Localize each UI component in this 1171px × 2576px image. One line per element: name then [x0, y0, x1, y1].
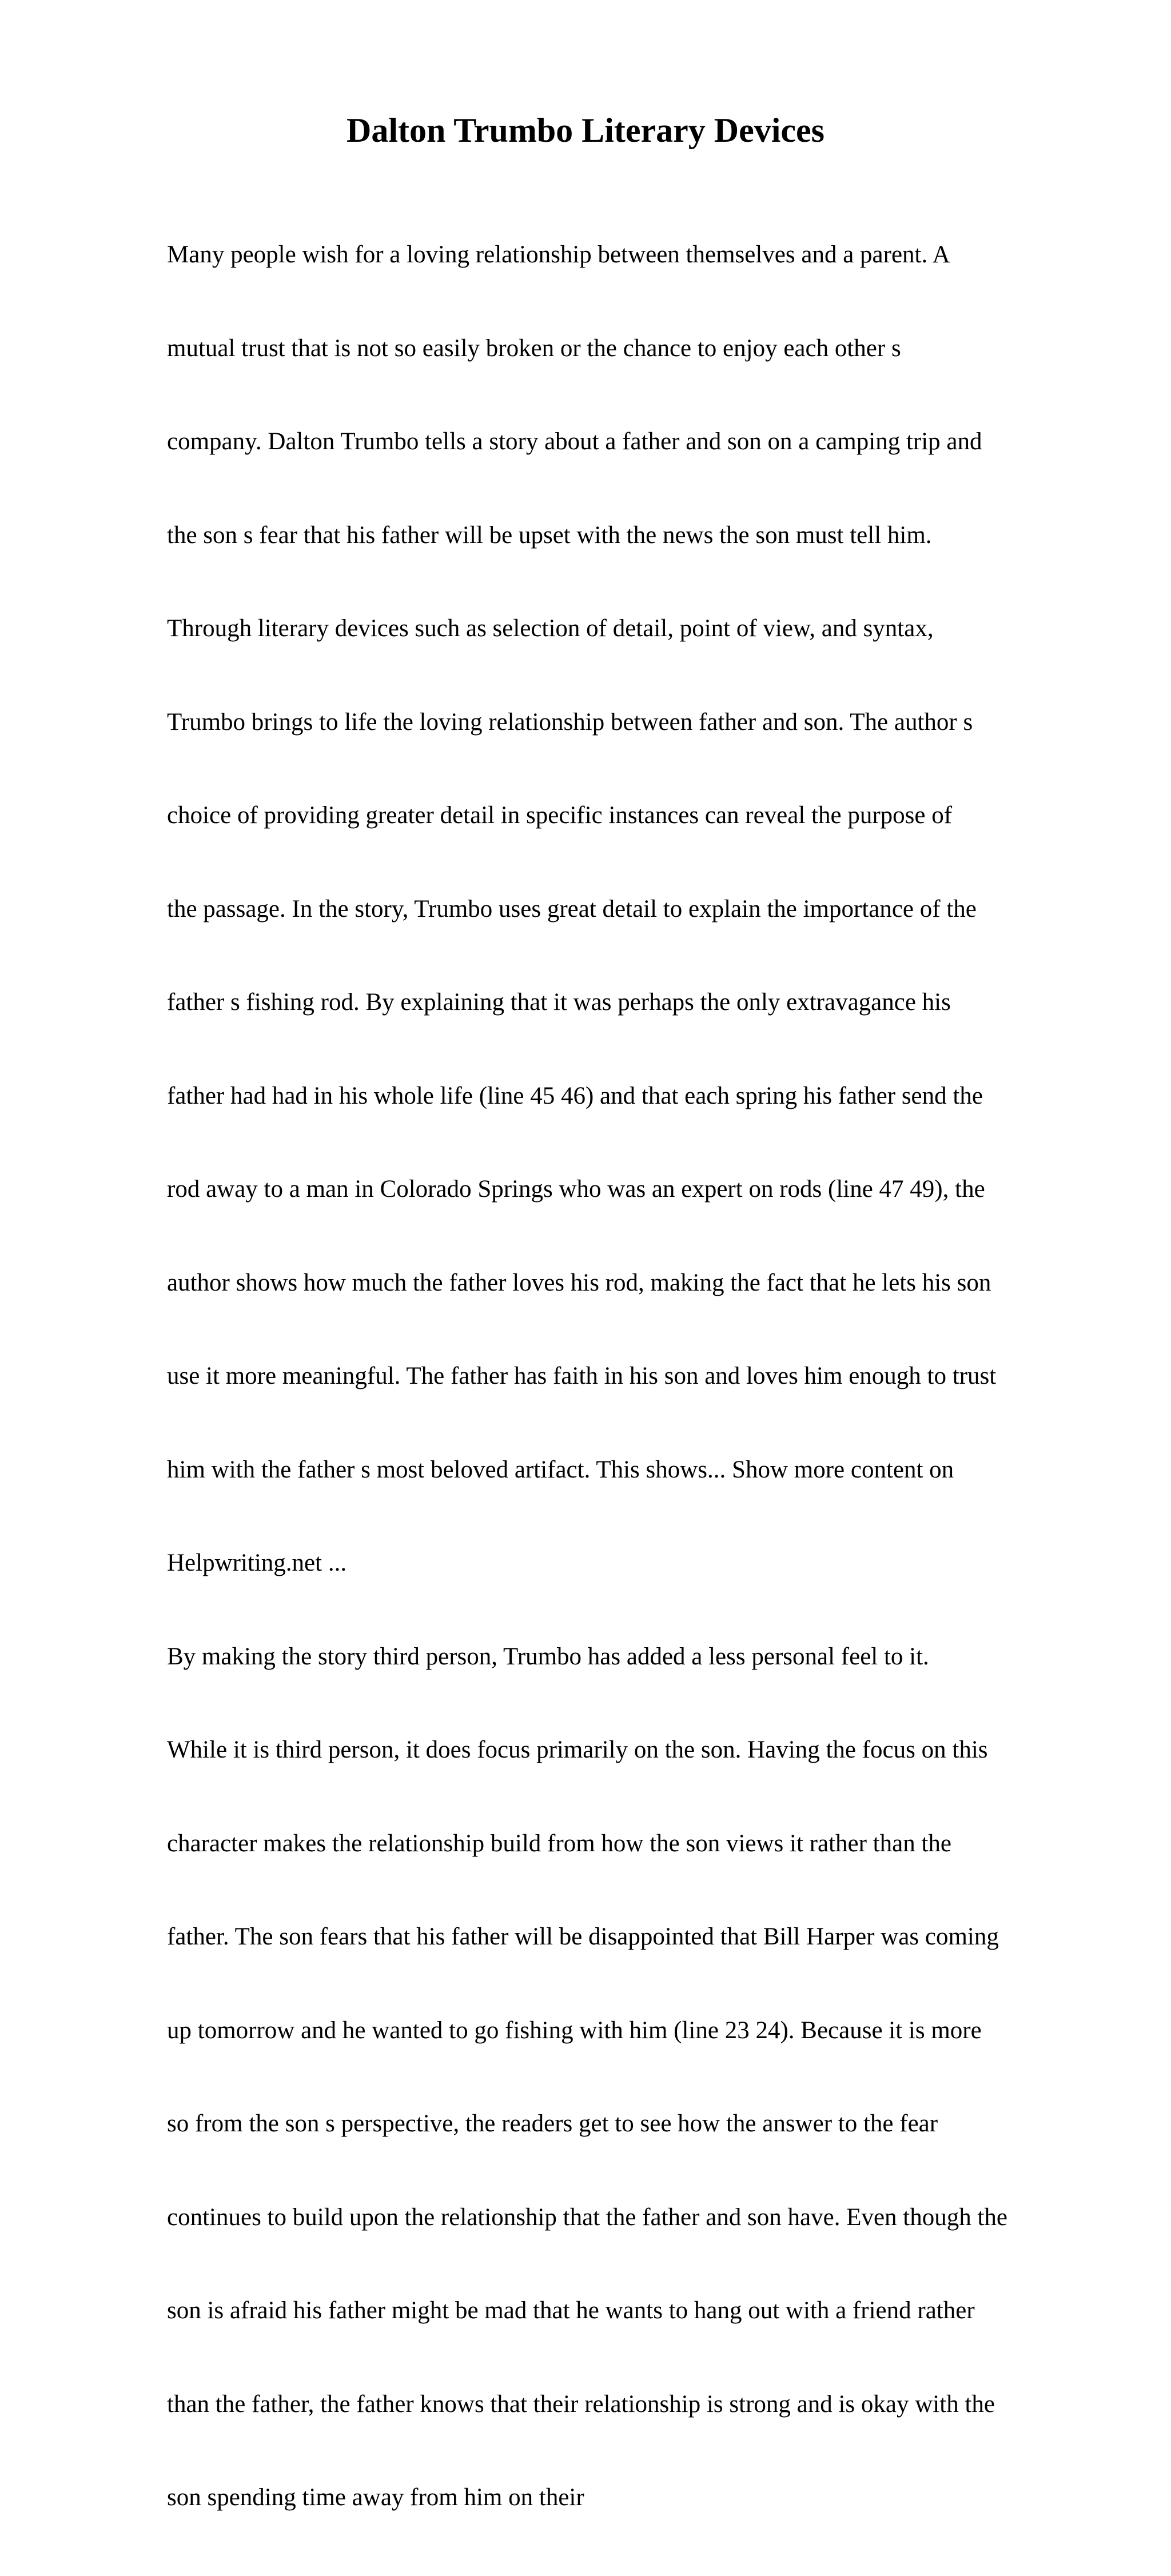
text-line: mutual trust that is not so easily broken or the chance to enjoy each other s [167, 334, 901, 362]
text-line: father s fishing rod. By explaining that it was perhaps the only extravagance his [167, 989, 951, 1016]
text-line: author shows how much the father loves his rod, making the fact that he lets his son [167, 1269, 991, 1296]
document-body [167, 177, 1093, 2576]
text-line: father had had in his whole life (line 45 46) and that each spring his father send the [167, 1082, 983, 1109]
text-line: company. Dalton Trumbo tells a story about a father and son on a camping trip and [167, 428, 982, 455]
text-line: up tomorrow and he wanted to go fishing with him (line 23 24). Because it is more [167, 2016, 982, 2044]
text-line: use it more meaningful. The father has faith in his son and loves him enough to trust [167, 1363, 997, 1389]
text-line: By making the story third person, Trumbo has added a less personal feel to it. [167, 1643, 929, 1670]
text-line: so from the son s perspective, the readers get to see how the answer to the fear [167, 2110, 938, 2137]
text-line: Helpwriting.net ... [167, 1549, 347, 1576]
text-line: son is afraid his father might be mad that he wants to hang out with a friend rather [167, 2297, 975, 2324]
text-line: Through literary devices such as selection of detail, point of view, and syntax, [167, 615, 934, 642]
text-line: son spending time away from him on their [167, 2484, 584, 2511]
text-line: continues to build upon the relationship that the father and son have. Even though the [167, 2203, 1008, 2231]
text-line: choice of providing greater detail in specific instances can reveal the purpose of [167, 802, 953, 829]
text-line: character makes the relationship build from how the son views it rather than the [167, 1830, 951, 1857]
text-line: him with the father s most beloved artifact. This shows... Show more content on [167, 1456, 954, 1483]
text-line: father. The son fears that his father will be disappointed that Bill Harper was coming [167, 1923, 999, 1950]
text-line: the passage. In the story, Trumbo uses great detail to explain the importance of the [167, 895, 977, 922]
text-line: Trumbo brings to life the loving relationship between father and son. The author s [167, 708, 973, 736]
text-line: the son s fear that his father will be upset with the news the son must tell him. [167, 521, 932, 549]
text-line: than the father, the father knows that their relationship is strong and is okay with the [167, 2390, 995, 2418]
text-line: While it is third person, it does focus primarily on the son. Having the focus on this [167, 1736, 988, 1763]
text-line: rod away to a man in Colorado Springs who was an expert on rods (line 47 49), the [167, 1176, 985, 1203]
document-title: Dalton Trumbo Literary Devices [346, 111, 825, 149]
text-line: Many people wish for a loving relationship between themselves and a parent. A [167, 241, 950, 268]
